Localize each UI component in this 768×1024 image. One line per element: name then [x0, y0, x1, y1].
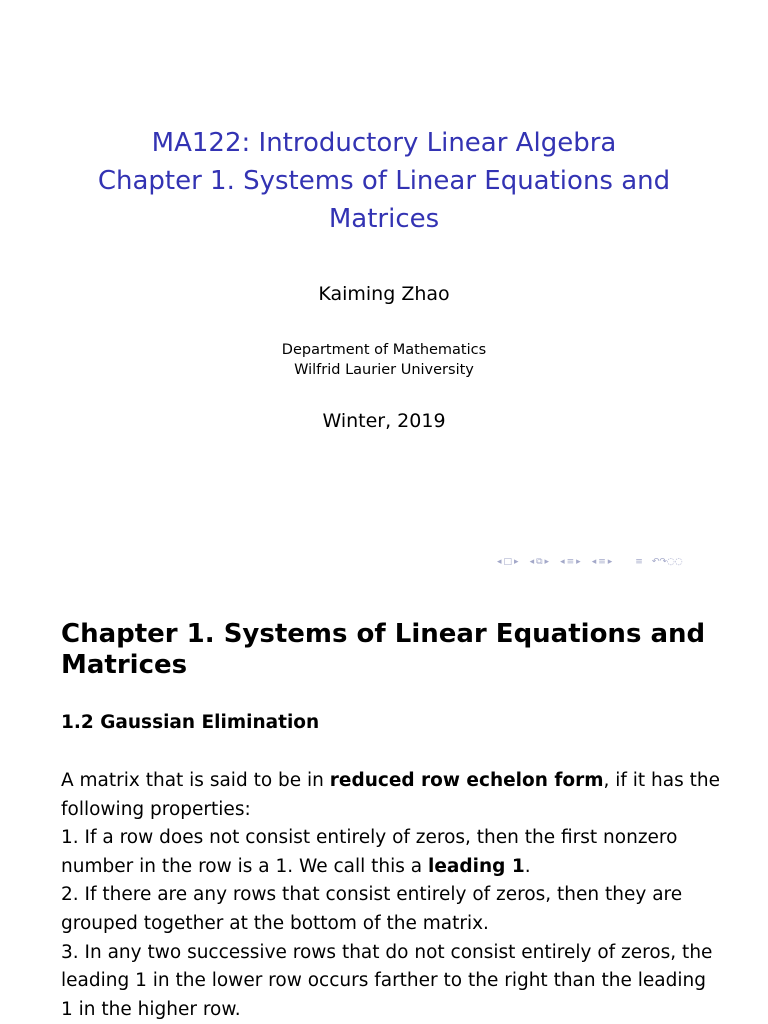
subsection-heading: 1.2 Gaussian Elimination [61, 712, 320, 733]
frame-title [61, 619, 741, 681]
intro-text: A matrix that is said to be in [61, 770, 330, 791]
intro-paragraph [61, 767, 721, 824]
nav-frame-icon: ⧉ [536, 557, 543, 567]
nav-section-group[interactable] [591, 556, 614, 568]
presentation-title [0, 124, 768, 238]
nav-left-arrow-icon: ◂ [497, 557, 502, 567]
nav-right-arrow-icon: ▸ [514, 557, 519, 567]
property-1 [61, 824, 721, 881]
frame-title-line-2: Matrices [61, 650, 188, 680]
title-line-1: MA122: Introductory Linear Algebra [151, 128, 617, 158]
department: Department of Mathematics [281, 342, 487, 358]
term-leading-1: leading 1 [428, 855, 525, 877]
nav-left-arrow-icon: ◂ [560, 557, 565, 567]
nav-left-arrow-icon: ◂ [591, 557, 597, 567]
title-line-2: Chapter 1. Systems of Linear Equations and [97, 166, 671, 196]
nav-section-icon: ≡ [598, 557, 606, 567]
title-line-3: Matrices [328, 204, 440, 234]
nav-right-arrow-icon: ▸ [607, 557, 613, 567]
intro-text-end: , if it has the following properties: [61, 770, 720, 820]
property-1-end: . [524, 855, 531, 877]
presentation-date: Winter, 2019 [322, 410, 446, 432]
nav-right-arrow-icon: ▸ [544, 557, 550, 567]
nav-slide-icon: □ [503, 557, 513, 567]
property-2: 2. If there are any rows that consist entirely of zeros, then they are grouped together at the bottom of the matrix. [61, 884, 683, 934]
nav-right-arrow-icon: ▸ [576, 557, 581, 567]
property-1-text: 1. If a row does not consist entirely of zeros, then the first nonzero number in the row is a 1. We call this a [61, 827, 678, 877]
university: Wilfrid Laurier University [294, 362, 474, 378]
nav-subsection-group[interactable] [559, 556, 582, 568]
beamer-navigation-bar [496, 556, 692, 568]
frame-title-line-1: Chapter 1. Systems of Linear Equations and [61, 619, 706, 649]
nav-subsection-icon: ≡ [566, 557, 575, 567]
author-name: Kaiming Zhao [318, 283, 450, 305]
nav-search-undo-icon[interactable]: ↶↷◌◌ [651, 557, 683, 567]
nav-appendix-icon[interactable]: ≡ [635, 557, 643, 567]
nav-frame-group[interactable] [529, 556, 551, 568]
nav-left-arrow-icon: ◂ [529, 557, 535, 567]
institute [0, 340, 768, 380]
term-reduced-row-echelon-form: reduced row echelon form [329, 770, 604, 791]
slide-body [61, 767, 721, 1024]
nav-slide-group[interactable] [496, 556, 520, 568]
property-3: 3. In any two successive rows that do not consist entirely of zeros, the leading 1 in the lower row occurs farther to the right than the leading 1 in the higher row. [61, 941, 713, 1020]
